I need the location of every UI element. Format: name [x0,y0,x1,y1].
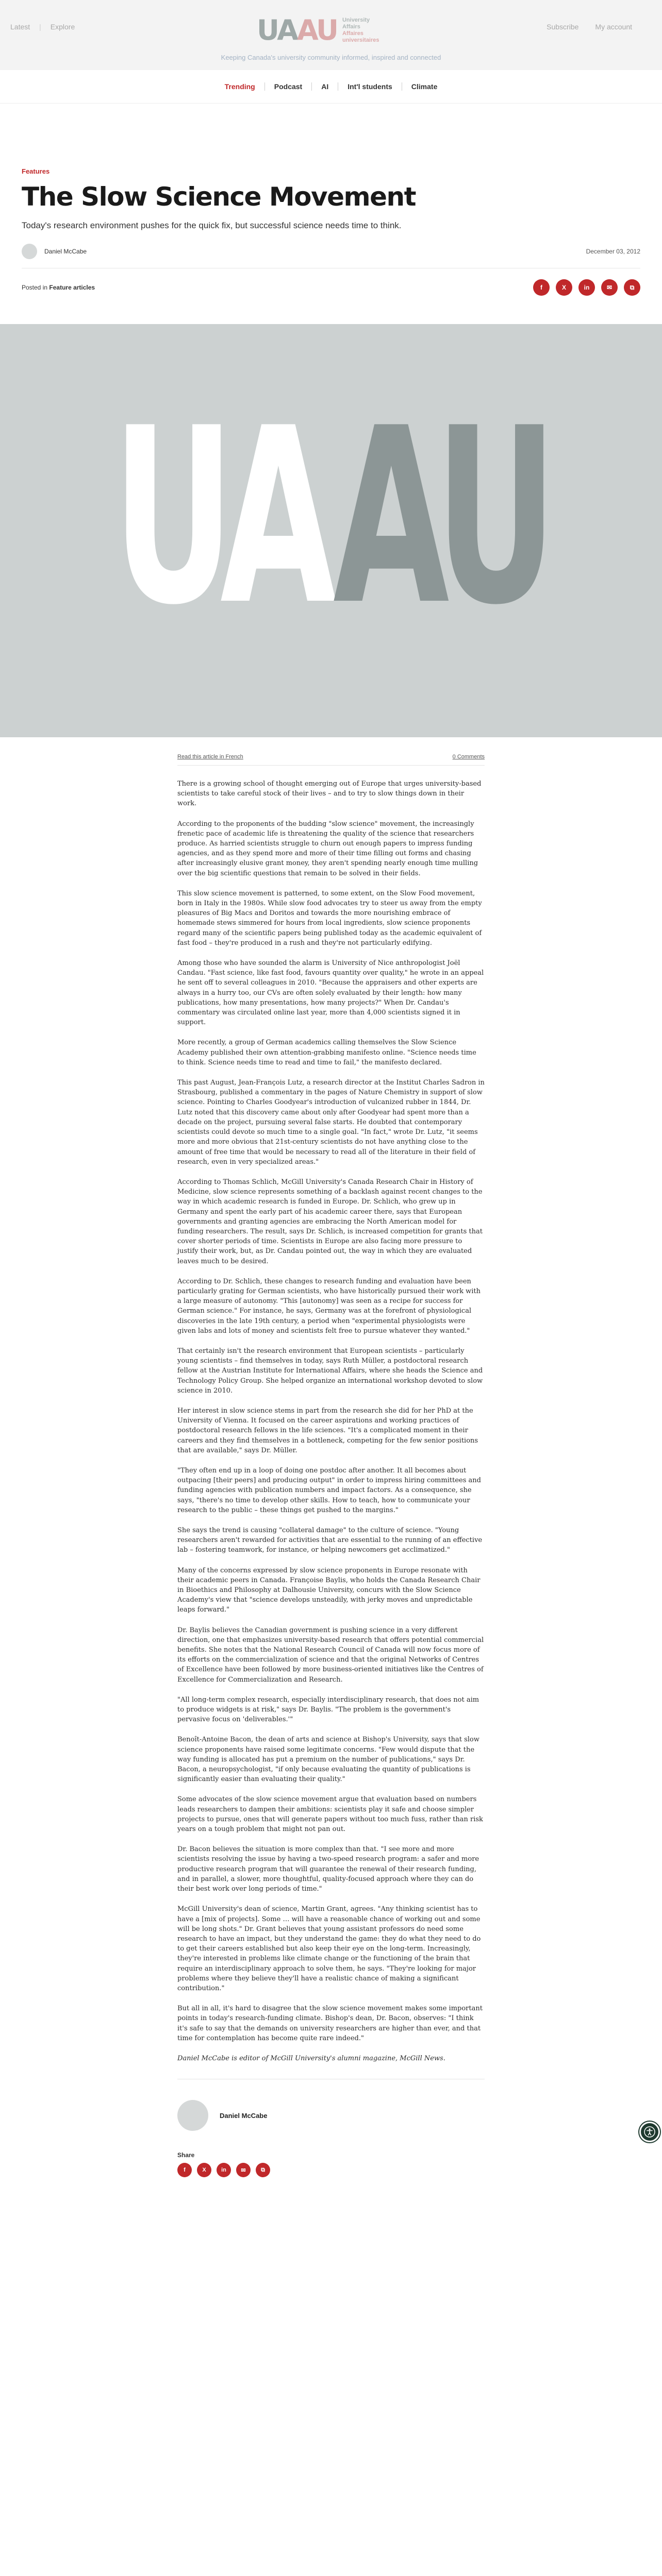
my-account-link[interactable]: My account [595,23,632,31]
publish-date: December 03, 2012 [586,248,640,255]
email-share-icon[interactable]: ✉ [236,2163,251,2177]
body-paragraph: According to the proponents of the budding "slow science" movement, the increasingly frenetic pace of academic life is threatening the quality of the science that researchers produce. As harried scientists struggle to churn out enough papers to impress funding agencies, and as they spend more and more of their time filling out forms and chasing after increasingly elusive grant money, they aren't spending nearly enough time mulling over the big scientific questions that remain to be solved in their fields. [177,820,478,877]
x-share-icon[interactable]: X [197,2163,211,2177]
author-box-name[interactable]: Daniel McCabe [220,2111,268,2120]
body-paragraph: Some advocates of the slow science movement argue that evaluation based on numbers leads researchers to dampen their ambitions: scientists play it safe and choose simpler projects to pursue, ones that will generate papers without too much fuss, rather than risk years on a tough problem that might not pan out. [177,1795,483,1834]
article-meta-row [177,754,485,766]
body-paragraph: Among those who have sounded the alarm is University of Nice anthropologist Joël Candau. "Fast science, like fast food, favours quantity over quality," he wrote in an appeal he sent off to several colleagues in 2010. "Because the appraisers and other experts are always in a hurry too, our CVs are often solely evaluated by their length: how many publications, how many presentations, how many projects?" When Dr. Candau's commentary was circulated online last year, more than 4,000 scientists signed it in support. [177,959,484,1027]
avatar [22,244,37,259]
body-paragraph: Many of the concerns expressed by slow science proponents in Europe resonate with their academic peers in Canada. Françoise Baylis, who holds the Canada Research Chair in Bioethics and Philosophy at Dalhousie University, concurs with the Slow Science Academy's view that "science develops unsteadily, with jerky moves and unpredictable leaps forward." [177,1566,481,1614]
wordmark-line: University [342,17,370,23]
wordmark-line: Affaires [342,30,363,37]
logo-au: AU [296,14,337,46]
hero-logo-au: AU [333,376,548,658]
wordmark-line: universitaires [342,37,379,43]
body-paragraph: Benoît-Antoine Bacon, the dean of arts and science at Bishop's University, says that slow science proponents have raised some legitimate concerns. "Few would dispute that the way funding is allocated has put a premium on the number of publications," says Dr. Bacon, a neuropsychologist, "if only because evaluating the quantity of publications is significantly easier than evaluating their quality." [177,1736,479,1784]
posted-row [22,279,640,296]
body-paragraph: "They often end up in a loop of doing one postdoc after another. It all becomes about outpacing [their peers] and producing output" in order to impress hiring committees and funding agencies with publication numbers and impact factors. As a consequence, she says, "there's no time to develop other skills. How to teach, how to communicate your research to the public – these things get pushed to the margins." [177,1466,481,1514]
copy-link-icon[interactable]: ⧉ [256,2163,270,2177]
author-box [177,2079,485,2131]
subscribe-link[interactable]: Subscribe [547,23,579,31]
body-paragraph: "All long-term complex research, especially interdisciplinary research, that does not aim to produce widgets is at risk," says Dr. Baylis. "The problem is the government's pervasive focus on 'deliverables.'" [177,1696,479,1724]
posted-prefix: Posted in [22,284,48,291]
byline [22,244,87,259]
header-nav-right [547,23,632,31]
topic-trending[interactable]: Trending [224,82,255,91]
site-tagline: Keeping Canada's university community informed, inspired and connected [221,54,441,61]
body-paragraph: But all in all, it's hard to disagree that the slow science movement makes some important points in today's research-funding climate. Bishop's dean, Dr. Bacon, observes: "I think it's safe to say that the demands on university researchers are higher than ever, and that time for contemplation has become quite rare indeed." [177,2005,483,2042]
accessibility-icon[interactable] [639,2122,660,2142]
hero-logo-ua: UA [112,376,327,658]
header-nav-left [10,23,75,31]
nav-separator: | [39,23,41,31]
topic-podcast[interactable]: Podcast [274,82,303,91]
email-share-icon[interactable]: ✉ [601,279,618,296]
page-title: The Slow Science Movement [22,182,416,212]
avatar [177,2100,208,2131]
linkedin-share-icon[interactable]: in [578,279,595,296]
read-in-french-link[interactable]: Read this article in French [177,754,243,760]
topic-climate[interactable]: Climate [411,82,438,91]
site-logo[interactable] [257,16,379,44]
hero-image [0,324,662,737]
body-paragraph: More recently, a group of German academics calling themselves the Slow Science Academy published their own attention-grabbing manifesto online. "Science needs time to think. Science needs time to read and time to fail," the manifesto declared. [177,1039,476,1066]
article-dek: Today's research environment pushes for the quick fix, but successful science needs time to think. [22,221,402,230]
topic-intl-students[interactable]: Int'l students [347,82,392,91]
linkedin-share-icon[interactable]: in [217,2163,231,2177]
body-paragraph: This slow science movement is patterned, to some extent, on the Slow Food movement, born in Italy in the 1980s. While slow food advocates try to steer us away from the empty pleasures of Big Macs and Doritos and towards the more nourishing embrace of homemade stews simmered for hours from local ingredients, slow science proponents regard many of the scientific papers being published today as the academic equivalent of fast food – they're produced in a rush and they're not particularly edifying. [177,889,482,947]
comments-link[interactable]: 0 Comments [452,754,485,760]
body-paragraph: Her interest in slow science stems in part from the research she did for her PhD at the University of Vienna. It focused on the career aspirations and working practices of postdoctoral research fellows in the life sciences. "It's a complicated moment in their careers and they find themselves in a bottleneck, competing for the few senior positions that are available," says Dr. Müller. [177,1406,478,1454]
body-paragraph: According to Dr. Schlich, these changes to research funding and evaluation have been particularly grating for German scientists, who have historically pursued their work with a large measure of autonomy. "This [autonomy] was seen as a recipe for success for German science." For instance, he says, Germany was at the forefront of physiological discoveries in the late 19th century, a period when "experimental physiologists were given labs and lots of money and scientists felt free to pursue whatever they wanted." [177,1277,481,1335]
site-header [0,0,662,70]
body-paragraph: She says the trend is causing "collateral damage" to the culture of science. "Young researchers aren't rewarded for activities that are essential to the running of an effective lab – fostering teamwork, for instance, or helping newcomers get acclimatized." [177,1527,483,1554]
logo-ua: UA [257,14,297,46]
wordmark-line: Affairs [342,24,360,30]
x-share-icon[interactable]: X [556,279,572,296]
author-name[interactable]: Daniel McCabe [44,248,87,255]
topic-separator [264,82,265,91]
byline-row [22,243,640,260]
body-paragraph: McGill University's dean of science, Martin Grant, agrees. "Any thinking scientist has to have a [mix of projects]. Some … will have a reasonable chance of working out and some will be long shots." Dr. Grant believes that young assistant professors do need some research to have an impact, but they understand the game: they do what they need to do to get their careers established but also keep their eye on the long-term. Increasingly, they're interested in problems like climate change or the functioning of the brain that require an interdisciplinary approach to solve them, he says. "They're looking for major problems where they believe they'll have a realistic chance of making a significant contribution." [177,1905,481,1992]
topic-separator [311,82,312,91]
author-note: Daniel McCabe is editor of McGill University's alumni magazine, McGill News. [177,2054,445,2062]
nav-explore[interactable]: Explore [50,23,75,31]
article-header [22,104,640,296]
body-paragraph: This past August, Jean-François Lutz, a research director at the Institut Charles Sadron in Strasbourg, published a commentary in the pages of Nature Chemistry in support of slow science. Pointing to Charles Goodyear's introduction of vulcanized rubber in 1844, Dr. Lutz noted that this discovery came about only after Goodyear had spent more than a decade on the project, pursuing several false starts. He doubted that contemporary scientists could devote so much time to a single goal. "In fact," wrote Dr. Lutz, "it seems more and more obvious that 21st-century scientists do not have anything close to the amount of free time that would be necessary to read all of the literature in their field of research, even in very specialized areas." [177,1079,485,1166]
body-paragraph: Dr. Bacon believes the situation is more complex than that. "I see more and more scientists resolving the issue by having a two-speed research program: a safer and more productive research program that will guarantee the renewal of their research funding, and in parallel, a slower, more thoughtful, quality-focused approach where they can do their best work over long periods of time." [177,1845,479,1893]
logo-wordmark [342,17,379,44]
facebook-share-icon[interactable]: f [177,2163,192,2177]
copy-link-icon[interactable]: ⧉ [624,279,640,296]
body-paragraph: Dr. Baylis believes the Canadian government is pushing science in a very different direction, one that emphasizes university-based research that offers potential commercial benefits. She notes that the National Research Council of Canada will now focus more of its efforts on the commercialization of science and that the original Networks of Centres of Excellence have been followed by more business-oriented initiatives like the Centres of Excellence for Commercialization and Research. [177,1626,484,1684]
category-link[interactable]: Feature articles [49,284,95,291]
share-buttons [533,279,640,296]
topic-nav [0,70,662,104]
accessibility-figure-icon [644,2126,655,2138]
share-label: Share [177,2151,195,2159]
nav-latest[interactable]: Latest [10,23,30,31]
body-paragraph: There is a growing school of thought emerging out of Europe that urges university-based scientists to take careful stock of their lives – and to try to slow things down in their work. [177,780,482,808]
topic-ai[interactable]: AI [321,82,329,91]
posted-in [22,284,95,291]
body-paragraph: That certainly isn't the research environment that European scientists – particularly young scientists – find themselves in today, says Ruth Müller, a postdoctoral research fellow at the Austrian Institute for International Affairs, where she heads the Science and Technology Policy Group. She helped organize an international workshop devoted to slow science in 2010. [177,1347,483,1395]
bottom-share-buttons [177,2163,485,2177]
body-paragraph: According to Thomas Schlich, McGill University's Canada Research Chair in History of Medicine, slow science represents something of a backlash against recent changes to the way in which academic research is funded in Europe. Dr. Schlich, who grew up in Germany and spent the early part of his academic career there, says that European governments and granting agencies are embracing the North American model for funding researchers. The result, says Dr. Schlich, is increased competition for grants that cover shorter periods of time. Scientists in Europe are also facing more pressure to justify their work, but, as Dr. Candau pointed out, the way in which they are evaluated leaves much to be desired. [177,1178,483,1265]
article-body [177,779,485,2063]
facebook-share-icon[interactable]: f [533,279,550,296]
article-kicker[interactable]: Features [22,167,50,175]
